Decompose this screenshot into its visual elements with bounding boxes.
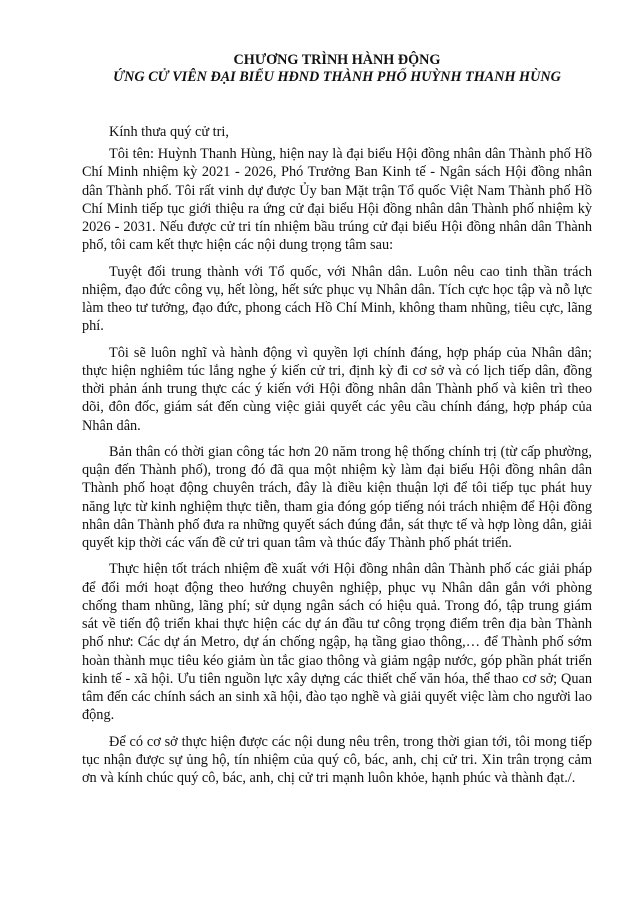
paragraph-proposals: Thực hiện tốt trách nhiệm đề xuất với Hội đồng nhân dân Thành phố các giải pháp để đổi mới hoạt động theo hướng chuyên nghiệp, phục vụ Nhân dân gắn với phòng chống tham nhũng, lãng phí; sử dụng ngân sách có hiệu quả. Trong đó, tập trung giám sát về tiến độ triển khai thực hiện các dự án đầu tư công trọng điểm trên địa bàn Thành phố như: Các dự án Metro, dự án chống ngập, hạ tầng giao thông,… để Thành phố sớm hoàn thành mục tiêu kéo giảm ùn tắc giao thông và giảm ngập nước, góp phần phát triển kinh tế - xã hội. Ưu tiên nguồn lực xây dựng các thiết chế văn hóa, thể thao cơ sở; Quan tâm đến các chính sách an sinh xã hội, đào tạo nghề và giải quyết việc làm cho người lao động. — [82, 561, 592, 724]
document-subtitle: ỨNG CỬ VIÊN ĐẠI BIỂU HĐND THÀNH PHỐ HUỲNH THANH HÙNG — [113, 69, 561, 85]
paragraph-introduction: Tôi tên: Huỳnh Thanh Hùng, hiện nay là đại biểu Hội đồng nhân dân Thành phố Hồ Chí Minh nhiệm kỳ 2021 - 2026, Phó Trưởng Ban Kinh tế - Ngân sách Hội đồng nhân dân Thành phố. Tôi rất vinh dự được Ủy ban Mặt trận Tổ quốc Việt Nam Thành phố Hồ Chí Minh tiếp tục giới thiệu ra ứng cử đại biểu Hội đồng nhân dân Thành phố nhiệm kỳ 2026 - 2031. Nếu được cử tri tín nhiệm bầu trúng cử đại biểu Hội đồng nhân dân Thành phố, tôi cam kết thực hiện các nội dung trọng tâm sau: — [82, 146, 592, 254]
greeting: Kính thưa quý cử tri, — [109, 124, 229, 140]
paragraph-loyalty: Tuyệt đối trung thành với Tổ quốc, với Nhân dân. Luôn nêu cao tinh thần trách nhiệm, đạo đức công vụ, hết lòng, hết sức phục vụ Nhân dân. Tích cực học tập và nỗ lực làm theo tư tưởng, đạo đức, phong cách Hồ Chí Minh, không tham nhũng, tiêu cực, lãng phí. — [82, 263, 592, 335]
document-title: CHƯƠNG TRÌNH HÀNH ĐỘNG — [233, 52, 441, 68]
paragraph-closing: Để có cơ sở thực hiện được các nội dung nêu trên, trong thời gian tới, tôi mong tiếp tục nhận được sự ủng hộ, tín nhiệm của quý cô, bác, anh, chị cử tri. Xin trân trọng cảm ơn và kính chúc quý cô, bác, anh, chị cử tri mạnh luôn khỏe, hạnh phúc và thành đạt./. — [82, 733, 592, 786]
paragraph-voter-rights: Tôi sẽ luôn nghĩ và hành động vì quyền lợi chính đáng, hợp pháp của Nhân dân; thực hiện nghiêm túc lắng nghe ý kiến cử tri, định kỳ đi cơ sở và có lịch tiếp dân, đồng thời phản ánh trung thực các ý kiến với Hội đồng nhân dân Thành phố và kiên trì theo dõi, đôn đốc, giám sát đến cùng việc giải quyết các yêu cầu chính đáng, hợp pháp của Nhân dân. — [82, 344, 592, 434]
document-page — [82, 52, 592, 787]
paragraph-experience: Bản thân có thời gian công tác hơn 20 năm trong hệ thống chính trị (từ cấp phường, quận đến Thành phố), trong đó đã qua một nhiệm kỳ làm đại biểu Hội đồng nhân dân Thành phố hoạt động chuyên trách, đây là điều kiện thuận lợi để tôi tiếp tục phát huy năng lực từ kinh nghiệm thực tiễn, tham gia đóng góp tiếng nói trách nhiệm để Hội đồng nhân dân Thành phố đưa ra những quyết sách đúng đắn, sát thực tế và hợp lòng dân, giải quyết kịp thời các vấn đề cử tri quan tâm và thúc đẩy Thành phố phát triển. — [82, 443, 592, 551]
